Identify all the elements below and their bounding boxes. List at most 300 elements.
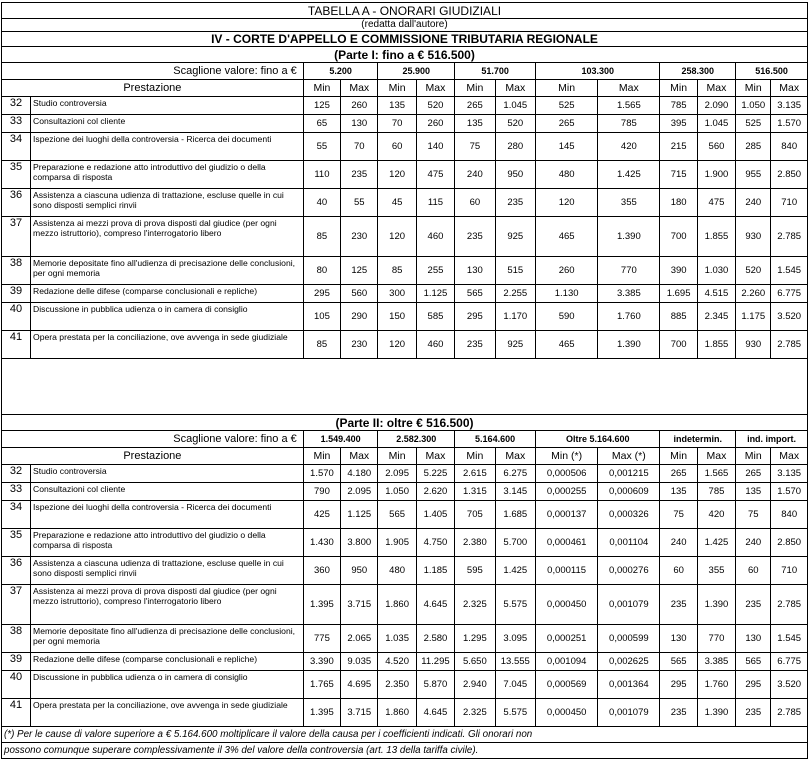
fee-value: 1.565	[697, 465, 735, 483]
row-description: Redazione delle difese (comparse conclusionali e repliche)	[31, 285, 304, 303]
fee-value: 925	[495, 331, 535, 359]
fee-value: 700	[660, 217, 697, 257]
row-description: Discussione in pubblica udienza o in camera di consiglio	[31, 303, 304, 331]
fee-value: 75	[660, 501, 697, 529]
fee-value: 70	[378, 115, 416, 133]
fee-value: 1.425	[495, 557, 535, 585]
fee-value: 5.700	[495, 529, 535, 557]
fee-value: 120	[378, 217, 416, 257]
min-header: Min	[455, 80, 495, 97]
fee-value: 240	[455, 161, 495, 189]
fee-value: 560	[341, 285, 378, 303]
table-row	[2, 501, 808, 529]
fee-value: 2.345	[697, 303, 735, 331]
fee-value: 265	[660, 465, 697, 483]
fee-value: 715	[660, 161, 697, 189]
fee-value: 60	[660, 557, 697, 585]
table-row	[2, 115, 808, 133]
fee-value: 1.030	[697, 257, 735, 285]
fee-value: 60	[378, 133, 416, 161]
min-header: Min (*)	[536, 448, 598, 465]
row-description: Ispezione dei luoghi della controversia - Ricerca dei documenti	[31, 133, 304, 161]
row-description: Assistenza a ciascuna udienza di trattazione, escluse quelle in cui sono disposti semplici rinvii	[31, 189, 304, 217]
fee-value: 105	[303, 303, 340, 331]
max-header: Max (*)	[598, 448, 660, 465]
fee-value: 520	[495, 115, 535, 133]
fee-value: 1.295	[455, 625, 495, 653]
fee-value: 1.315	[455, 483, 495, 501]
fee-value: 1.050	[378, 483, 416, 501]
fee-value: 260	[416, 115, 454, 133]
fee-value: 125	[303, 97, 340, 115]
fee-value: 235	[736, 585, 771, 625]
fee-value: 0,000461	[536, 529, 598, 557]
fee-value: 5.870	[416, 671, 454, 699]
max-header: Max	[416, 448, 454, 465]
fee-value: 1.855	[697, 331, 735, 359]
fee-value: 0,002625	[598, 653, 660, 671]
fee-value: 1.405	[416, 501, 454, 529]
fee-value: 1.545	[771, 257, 808, 285]
fee-value: 2.785	[771, 217, 808, 257]
fee-table	[1, 2, 808, 759]
fee-value: 9.035	[341, 653, 378, 671]
minmax-header-row	[2, 448, 808, 465]
fee-value: 710	[771, 557, 808, 585]
fee-value: 235	[455, 331, 495, 359]
part1-title: (Parte I: fino a € 516.500)	[2, 47, 808, 63]
fee-value: 425	[303, 501, 340, 529]
fee-value: 785	[598, 115, 660, 133]
row-number: 37	[2, 585, 31, 625]
fee-value: 240	[736, 529, 771, 557]
section-title: IV - CORTE D'APPELLO E COMMISSIONE TRIBUTARIA REGIONALE	[2, 32, 808, 47]
fee-value: 290	[341, 303, 378, 331]
fee-value: 420	[598, 133, 660, 161]
row-description: Consultazioni col cliente	[31, 483, 304, 501]
fee-value: 140	[416, 133, 454, 161]
fee-value: 465	[536, 217, 598, 257]
max-header: Max	[771, 80, 808, 97]
table-row	[2, 671, 808, 699]
row-number: 34	[2, 501, 31, 529]
fee-value: 2.850	[771, 529, 808, 557]
fee-value: 0,000609	[598, 483, 660, 501]
row-description: Assistenza ai mezzi prova di prova disposti dal giudice (per ogni mezzo istruttorio), compreso l'interrogatorio libero	[31, 585, 304, 625]
fee-value: 1.855	[697, 217, 735, 257]
fee-value: 4.515	[697, 285, 735, 303]
band-label: 2.582.300	[378, 431, 455, 448]
row-description: Assistenza ai mezzi prova di prova disposti dal giudice (per ogni mezzo istruttorio), compreso l'interrogatorio libero	[31, 217, 304, 257]
fee-value: 60	[455, 189, 495, 217]
fee-value: 1.695	[660, 285, 697, 303]
max-header: Max	[495, 80, 535, 97]
fee-value: 115	[416, 189, 454, 217]
table-row	[2, 625, 808, 653]
row-number: 38	[2, 257, 31, 285]
min-header: Min	[378, 80, 416, 97]
fee-value: 2.380	[455, 529, 495, 557]
fee-value: 2.785	[771, 585, 808, 625]
fee-value: 885	[660, 303, 697, 331]
fee-value: 0,001364	[598, 671, 660, 699]
max-header: Max	[495, 448, 535, 465]
fee-value: 590	[536, 303, 598, 331]
footnote-line-1: (*) Per le cause di valore superiore a € 5.164.600 moltiplicare il valore della causa per i coefficienti indicati. Gli onorari non	[2, 727, 808, 743]
fee-value: 0,000569	[536, 671, 598, 699]
fee-value: 0,001094	[536, 653, 598, 671]
fee-value: 55	[341, 189, 378, 217]
fee-value: 480	[378, 557, 416, 585]
fee-value: 585	[416, 303, 454, 331]
band-label: 51.700	[455, 63, 536, 80]
fee-value: 1.570	[303, 465, 340, 483]
fee-value: 355	[598, 189, 660, 217]
fee-value: 85	[303, 331, 340, 359]
fee-value: 0,000506	[536, 465, 598, 483]
fee-value: 40	[303, 189, 340, 217]
fee-value: 1.395	[303, 699, 340, 727]
fee-value: 125	[341, 257, 378, 285]
row-number: 36	[2, 557, 31, 585]
fee-value: 240	[660, 529, 697, 557]
row-number: 39	[2, 285, 31, 303]
band-label: Oltre 5.164.600	[536, 431, 660, 448]
fee-value: 3.520	[771, 303, 808, 331]
max-header: Max	[598, 80, 660, 97]
fee-value: 1.390	[598, 331, 660, 359]
fee-value: 75	[455, 133, 495, 161]
minmax-header-row	[2, 80, 808, 97]
fee-value: 4.750	[416, 529, 454, 557]
band-header-row	[2, 63, 808, 80]
fee-value: 1.570	[771, 115, 808, 133]
fee-value: 75	[736, 501, 771, 529]
fee-value: 285	[736, 133, 771, 161]
row-description: Studio controversia	[31, 465, 304, 483]
fee-value: 3.715	[341, 699, 378, 727]
fee-value: 260	[536, 257, 598, 285]
row-description: Redazione delle difese (comparse conclusionali e repliche)	[31, 653, 304, 671]
fee-value: 0,001079	[598, 585, 660, 625]
fee-value: 295	[736, 671, 771, 699]
fee-value: 0,000276	[598, 557, 660, 585]
fee-value: 235	[660, 585, 697, 625]
min-header: Min	[536, 80, 598, 97]
fee-value: 5.575	[495, 585, 535, 625]
row-number: 38	[2, 625, 31, 653]
fee-value: 215	[660, 133, 697, 161]
fee-value: 565	[455, 285, 495, 303]
table-row	[2, 285, 808, 303]
table-row	[2, 585, 808, 625]
row-number: 32	[2, 97, 31, 115]
fee-value: 2.325	[455, 585, 495, 625]
fee-value: 955	[736, 161, 771, 189]
fee-value: 1.390	[697, 699, 735, 727]
prestazione-header: Prestazione	[2, 448, 304, 465]
fee-value: 3.520	[771, 671, 808, 699]
fee-value: 1.175	[736, 303, 771, 331]
fee-value: 1.545	[771, 625, 808, 653]
table-row	[2, 257, 808, 285]
fee-value: 2.095	[341, 483, 378, 501]
table-row	[2, 331, 808, 359]
row-description: Discussione in pubblica udienza o in camera di consiglio	[31, 671, 304, 699]
fee-value: 55	[303, 133, 340, 161]
fee-value: 295	[660, 671, 697, 699]
fee-value: 3.800	[341, 529, 378, 557]
prestazione-header: Prestazione	[2, 80, 304, 97]
fee-value: 80	[303, 257, 340, 285]
row-description: Opera prestata per la conciliazione, ove avvenga in sede giudiziale	[31, 331, 304, 359]
fee-value: 1.045	[697, 115, 735, 133]
fee-value: 3.135	[771, 97, 808, 115]
min-header: Min	[303, 80, 340, 97]
fee-value: 5.225	[416, 465, 454, 483]
row-number: 33	[2, 483, 31, 501]
fee-value: 2.850	[771, 161, 808, 189]
fee-value: 1.390	[598, 217, 660, 257]
fee-value: 0,000255	[536, 483, 598, 501]
row-description: Memorie depositate fino all'udienza di precisazione delle conclusioni, per ogni memoria	[31, 625, 304, 653]
fee-value: 950	[495, 161, 535, 189]
scaglione-label: Scaglione valore: fino a €	[2, 431, 304, 448]
fee-value: 295	[455, 303, 495, 331]
fee-value: 460	[416, 331, 454, 359]
footnote-line-2: possono comunque superare complessivamente il 3% del valore della controversia (art. 13 della tariffa civile).	[2, 743, 808, 759]
fee-value: 520	[416, 97, 454, 115]
fee-value: 925	[495, 217, 535, 257]
fee-value: 1.905	[378, 529, 416, 557]
fee-value: 1.050	[736, 97, 771, 115]
fee-value: 135	[660, 483, 697, 501]
fee-value: 2.090	[697, 97, 735, 115]
row-description: Assistenza a ciascuna udienza di trattazione, escluse quelle in cui sono disposti semplici rinvii	[31, 557, 304, 585]
row-description: Consultazioni col cliente	[31, 115, 304, 133]
fee-value: 355	[697, 557, 735, 585]
band-label: 5.164.600	[455, 431, 536, 448]
fee-value: 240	[736, 189, 771, 217]
fee-value: 1.130	[536, 285, 598, 303]
fee-value: 85	[303, 217, 340, 257]
fee-value: 0,000450	[536, 699, 598, 727]
row-number: 40	[2, 671, 31, 699]
fee-value: 4.645	[416, 585, 454, 625]
fee-value: 235	[660, 699, 697, 727]
fee-value: 0,000450	[536, 585, 598, 625]
fee-value: 930	[736, 217, 771, 257]
fee-value: 2.615	[455, 465, 495, 483]
band-label: 1.549.400	[303, 431, 378, 448]
fee-value: 150	[378, 303, 416, 331]
fee-value: 460	[416, 217, 454, 257]
fee-value: 130	[341, 115, 378, 133]
min-header: Min	[660, 448, 697, 465]
fee-value: 1.860	[378, 585, 416, 625]
fee-value: 475	[416, 161, 454, 189]
table-subtitle: (redatta dall'autore)	[2, 19, 808, 32]
fee-value: 1.425	[697, 529, 735, 557]
row-number: 35	[2, 529, 31, 557]
fee-value: 130	[455, 257, 495, 285]
min-header: Min	[378, 448, 416, 465]
row-number: 41	[2, 331, 31, 359]
part2-title: (Parte II: oltre € 516.500)	[2, 415, 808, 431]
row-description: Opera prestata per la conciliazione, ove avvenga in sede giudiziale	[31, 699, 304, 727]
fee-value: 700	[660, 331, 697, 359]
row-description: Ispezione dei luoghi della controversia - Ricerca dei documenti	[31, 501, 304, 529]
fee-value: 3.145	[495, 483, 535, 501]
fee-value: 1.185	[416, 557, 454, 585]
fee-value: 525	[736, 115, 771, 133]
fee-value: 565	[660, 653, 697, 671]
fee-value: 2.940	[455, 671, 495, 699]
min-header: Min	[455, 448, 495, 465]
fee-value: 6.775	[771, 285, 808, 303]
fee-value: 7.045	[495, 671, 535, 699]
fee-value: 0,000326	[598, 501, 660, 529]
fee-value: 300	[378, 285, 416, 303]
fee-value: 1.430	[303, 529, 340, 557]
fee-value: 465	[536, 331, 598, 359]
fee-value: 1.760	[697, 671, 735, 699]
fee-value: 3.385	[598, 285, 660, 303]
table-row	[2, 653, 808, 671]
min-header: Min	[736, 80, 771, 97]
scaglione-label: Scaglione valore: fino a €	[2, 63, 304, 80]
fee-value: 265	[736, 465, 771, 483]
min-header: Min	[303, 448, 340, 465]
min-header: Min	[660, 80, 697, 97]
row-number: 39	[2, 653, 31, 671]
fee-value: 2.350	[378, 671, 416, 699]
table-row	[2, 465, 808, 483]
fee-value: 265	[536, 115, 598, 133]
row-number: 34	[2, 133, 31, 161]
fee-value: 2.785	[771, 331, 808, 359]
band-label: 25.900	[378, 63, 455, 80]
fee-value: 420	[697, 501, 735, 529]
max-header: Max	[416, 80, 454, 97]
fee-value: 1.570	[771, 483, 808, 501]
row-number: 41	[2, 699, 31, 727]
fee-value: 560	[697, 133, 735, 161]
fee-value: 475	[697, 189, 735, 217]
fee-value: 135	[736, 483, 771, 501]
max-header: Max	[697, 448, 735, 465]
fee-value: 770	[697, 625, 735, 653]
fee-value: 5.575	[495, 699, 535, 727]
fee-value: 2.325	[455, 699, 495, 727]
fee-value: 520	[736, 257, 771, 285]
fee-value: 3.390	[303, 653, 340, 671]
table-row	[2, 217, 808, 257]
fee-value: 395	[660, 115, 697, 133]
fee-value: 1.565	[598, 97, 660, 115]
fee-value: 235	[455, 217, 495, 257]
fee-value: 0,000115	[536, 557, 598, 585]
fee-value: 1.045	[495, 97, 535, 115]
fee-value: 4.520	[378, 653, 416, 671]
fee-value: 295	[303, 285, 340, 303]
fee-value: 130	[736, 625, 771, 653]
fee-value: 4.180	[341, 465, 378, 483]
fee-value: 790	[303, 483, 340, 501]
fee-value: 2.255	[495, 285, 535, 303]
fee-value: 2.620	[416, 483, 454, 501]
fee-value: 0,000251	[536, 625, 598, 653]
band-label: 516.500	[736, 63, 808, 80]
fee-value: 3.135	[771, 465, 808, 483]
fee-value: 180	[660, 189, 697, 217]
part2-section	[2, 431, 808, 727]
fee-value: 1.760	[598, 303, 660, 331]
table-row	[2, 133, 808, 161]
fee-value: 0,000599	[598, 625, 660, 653]
fee-value: 710	[771, 189, 808, 217]
table-row	[2, 699, 808, 727]
band-label: 5.200	[303, 63, 378, 80]
max-header: Max	[341, 80, 378, 97]
fee-value: 13.555	[495, 653, 535, 671]
fee-value: 390	[660, 257, 697, 285]
min-header: Min	[736, 448, 771, 465]
fee-value: 60	[736, 557, 771, 585]
row-description: Memorie depositate fino all'udienza di precisazione delle conclusioni, per ogni memoria	[31, 257, 304, 285]
fee-value: 135	[378, 97, 416, 115]
fee-value: 1.035	[378, 625, 416, 653]
fee-value: 840	[771, 133, 808, 161]
part1-section	[2, 63, 808, 359]
fee-value: 1.170	[495, 303, 535, 331]
fee-value: 120	[378, 331, 416, 359]
fee-value: 0,000137	[536, 501, 598, 529]
fee-value: 1.860	[378, 699, 416, 727]
fee-value: 235	[736, 699, 771, 727]
fee-value: 6.275	[495, 465, 535, 483]
fee-value: 1.900	[697, 161, 735, 189]
fee-value: 1.125	[416, 285, 454, 303]
fee-value: 6.775	[771, 653, 808, 671]
fee-value: 70	[341, 133, 378, 161]
fee-value: 1.685	[495, 501, 535, 529]
fee-value: 265	[455, 97, 495, 115]
fee-value: 5.650	[455, 653, 495, 671]
row-description: Preparazione e redazione atto introduttivo del giudizio o della comparsa di risposta	[31, 161, 304, 189]
fee-value: 230	[341, 331, 378, 359]
fee-value: 135	[455, 115, 495, 133]
table-row	[2, 557, 808, 585]
fee-value: 255	[416, 257, 454, 285]
row-number: 35	[2, 161, 31, 189]
table-row	[2, 303, 808, 331]
row-description: Preparazione e redazione atto introduttivo del giudizio o della comparsa di risposta	[31, 529, 304, 557]
fee-value: 4.695	[341, 671, 378, 699]
fee-value: 110	[303, 161, 340, 189]
fee-value: 480	[536, 161, 598, 189]
max-header: Max	[771, 448, 808, 465]
table-row	[2, 161, 808, 189]
fee-value: 3.715	[341, 585, 378, 625]
fee-value: 120	[378, 161, 416, 189]
fee-value: 785	[660, 97, 697, 115]
fee-value: 930	[736, 331, 771, 359]
fee-value: 0,001104	[598, 529, 660, 557]
fee-value: 0,001079	[598, 699, 660, 727]
fee-value: 235	[341, 161, 378, 189]
row-number: 33	[2, 115, 31, 133]
